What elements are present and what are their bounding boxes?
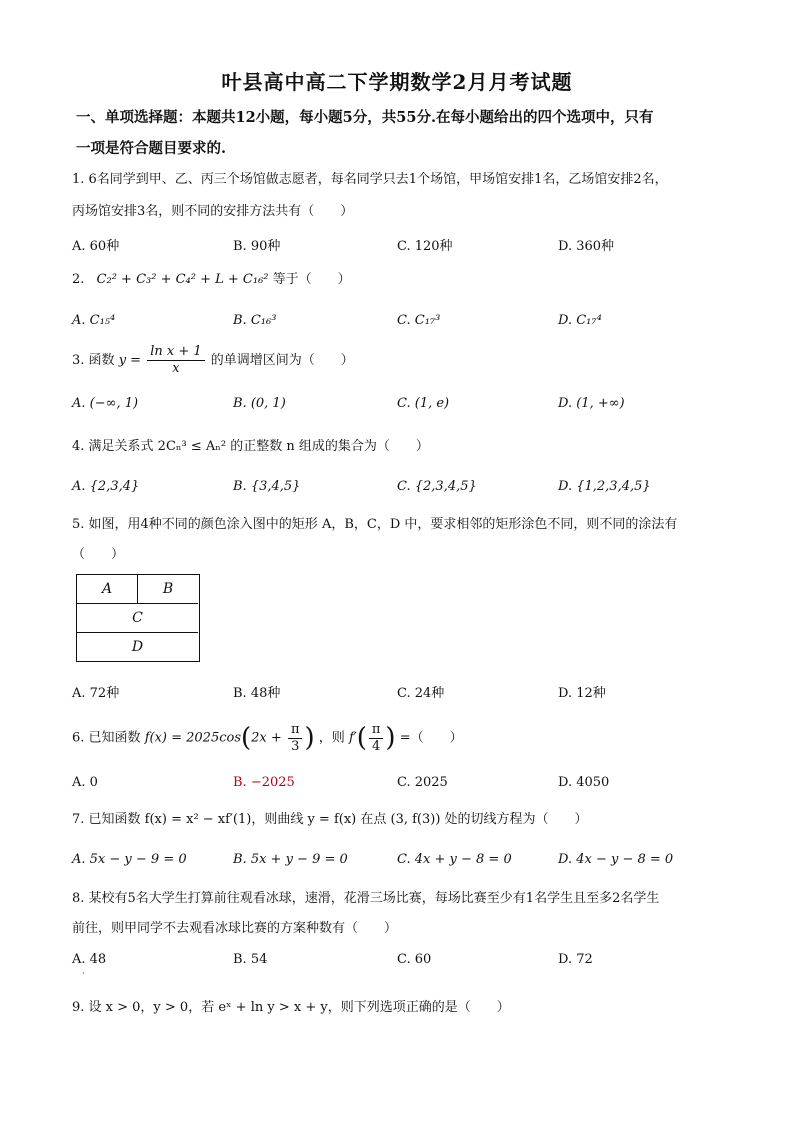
q8-option-b: B. 54	[233, 952, 268, 967]
q1-stem-line2: 丙场馆安排3名，则不同的安排方法共有（ ）	[72, 204, 354, 219]
q3-fraction-numerator: ln x + 1	[147, 344, 204, 361]
q3-prefix: 3. 函数	[72, 353, 115, 368]
q4-option-d: D. {1,2,3,4,5}	[558, 479, 651, 494]
q5-option-c: C. 24种	[397, 686, 445, 701]
q6-three: 3	[291, 738, 300, 754]
q1-option-b: B. 90种	[233, 239, 281, 254]
q5-rectangle-figure	[76, 574, 200, 662]
q3-suffix: 的单调增区间为（ ）	[210, 353, 354, 368]
q7-option-d: D. 4x − y − 8 = 0	[558, 852, 674, 867]
q2-suffix: 等于（ ）	[272, 272, 351, 287]
q6-then: ，则	[318, 730, 345, 746]
q3-option-a: A. (−∞, 1)	[72, 396, 139, 411]
q4-stem: 4. 满足关系式 2Cₙ³ ≤ Aₙ² 的正整数 n 组成的集合为（ ）	[72, 439, 429, 454]
q6-pi: π	[288, 722, 303, 739]
q3-func-lhs: y =	[118, 353, 142, 368]
q2-option-a: A. C₁₅⁴	[72, 313, 116, 328]
q9-stem: 9. 设 x > 0，y > 0，若 eˣ + ln y > x + y，则下列选项正确的是（ ）	[72, 1000, 510, 1015]
figure-cell-d: D	[131, 638, 144, 655]
q6-pi-over-3	[288, 722, 303, 755]
q3-option-c: C. (1, e)	[397, 396, 450, 411]
q6-pi-2: π	[369, 722, 384, 739]
q6-pi-over-4	[369, 722, 384, 755]
q1-stem-line1: 1. 6名同学到甲、乙、丙三个场馆做志愿者，每名同学只去1个场馆，甲场馆安排1名，乙场馆安排2名，	[72, 172, 668, 187]
q3-fraction	[147, 344, 204, 377]
q5-option-d: D. 12种	[558, 686, 606, 701]
q5-option-a: A. 72种	[72, 686, 120, 701]
q7-stem: 7. 已知函数 f(x) = x² − xf′(1)，则曲线 y = f(x) 在点 (3, f(3)) 处的切线方程为（ ）	[72, 812, 588, 827]
q6-option-a: A. 0	[72, 775, 98, 790]
q6-paren2-close: )	[385, 723, 396, 753]
q8-stem-line1: 8. 某校有5名大学生打算前往观看冰球，速滑，花滑三场比赛，每场比赛至少有1名学生且至多2名学生	[72, 891, 660, 906]
q3-fraction-denominator: x	[172, 361, 180, 376]
page-title: 叶县高中高二下学期数学2月月考试题	[221, 70, 573, 94]
q7-option-c: C. 4x + y − 8 = 0	[397, 852, 512, 867]
q6-argument: 2x +	[251, 730, 282, 746]
q4-option-b: B. {3,4,5}	[233, 479, 301, 494]
q6-four: 4	[371, 738, 381, 754]
q2-option-d: D. C₁₇⁴	[558, 313, 602, 328]
figure-cell-a: A	[77, 575, 138, 604]
q2-stem	[72, 270, 732, 290]
q6-option-d: D. 4050	[558, 775, 610, 790]
q1-option-a: A. 60种	[72, 239, 120, 254]
q1-option-d: D. 360种	[558, 239, 615, 254]
q6-big-paren-close: )	[304, 723, 315, 753]
q7-option-a: A. 5x − y − 9 = 0	[72, 852, 187, 867]
q3-option-d: D. (1, +∞)	[558, 396, 625, 411]
q6-function: f(x) = 2025cos	[144, 730, 241, 746]
q5-stem-line1: 5. 如图，用4种不同的颜色涂入图中的矩形 A，B，C，D 中，要求相邻的矩形涂色不同，则不同的涂法有	[72, 517, 678, 532]
q6-option-b: B. −2025	[233, 775, 295, 790]
q2-number: 2.	[72, 272, 85, 287]
q8-stem-line2: 前往，则甲同学不去观看冰球比赛的方案种数有（ ）	[72, 921, 398, 936]
q3-stem	[72, 344, 732, 378]
figure-cell-b: B	[138, 575, 198, 604]
q6-suffix: =（ ）	[399, 730, 463, 746]
q2-expression: C₂² + C₃² + C₄² + L + C₁₆²	[96, 272, 269, 287]
q5-option-b: B. 48种	[233, 686, 281, 701]
q6-paren2-open: (	[356, 723, 367, 753]
q6-big-paren-open: (	[241, 723, 252, 753]
q8-option-c: C. 60	[397, 952, 432, 967]
q2-option-b: B. C₁₆³	[233, 313, 277, 328]
stray-dot: ·	[82, 969, 85, 978]
figure-cell-c: C	[77, 604, 198, 633]
q1-option-c: C. 120种	[397, 239, 453, 254]
q4-option-a: A. {2,3,4}	[72, 479, 140, 494]
q8-option-a: A. 48	[72, 952, 107, 967]
section-heading-line1: 一、单项选择题：本题共12小题，每小题5分，共55分.在每小题给出的四个选项中，只有	[76, 109, 654, 126]
q6-fprime: f′	[348, 730, 357, 746]
q7-option-b: B. 5x + y − 9 = 0	[233, 852, 348, 867]
q6-prefix: 6. 已知函数	[72, 730, 141, 746]
q6-stem	[72, 718, 732, 759]
q2-option-c: C. C₁₇³	[397, 313, 441, 328]
q4-option-c: C. {2,3,4,5}	[397, 479, 477, 494]
q6-option-c: C. 2025	[397, 775, 448, 790]
section-heading-line2: 一项是符合题目要求的.	[76, 140, 227, 157]
q5-stem-line2: （ ）	[72, 547, 125, 562]
q8-option-d: D. 72	[558, 952, 593, 967]
q3-option-b: B. (0, 1)	[233, 396, 286, 411]
